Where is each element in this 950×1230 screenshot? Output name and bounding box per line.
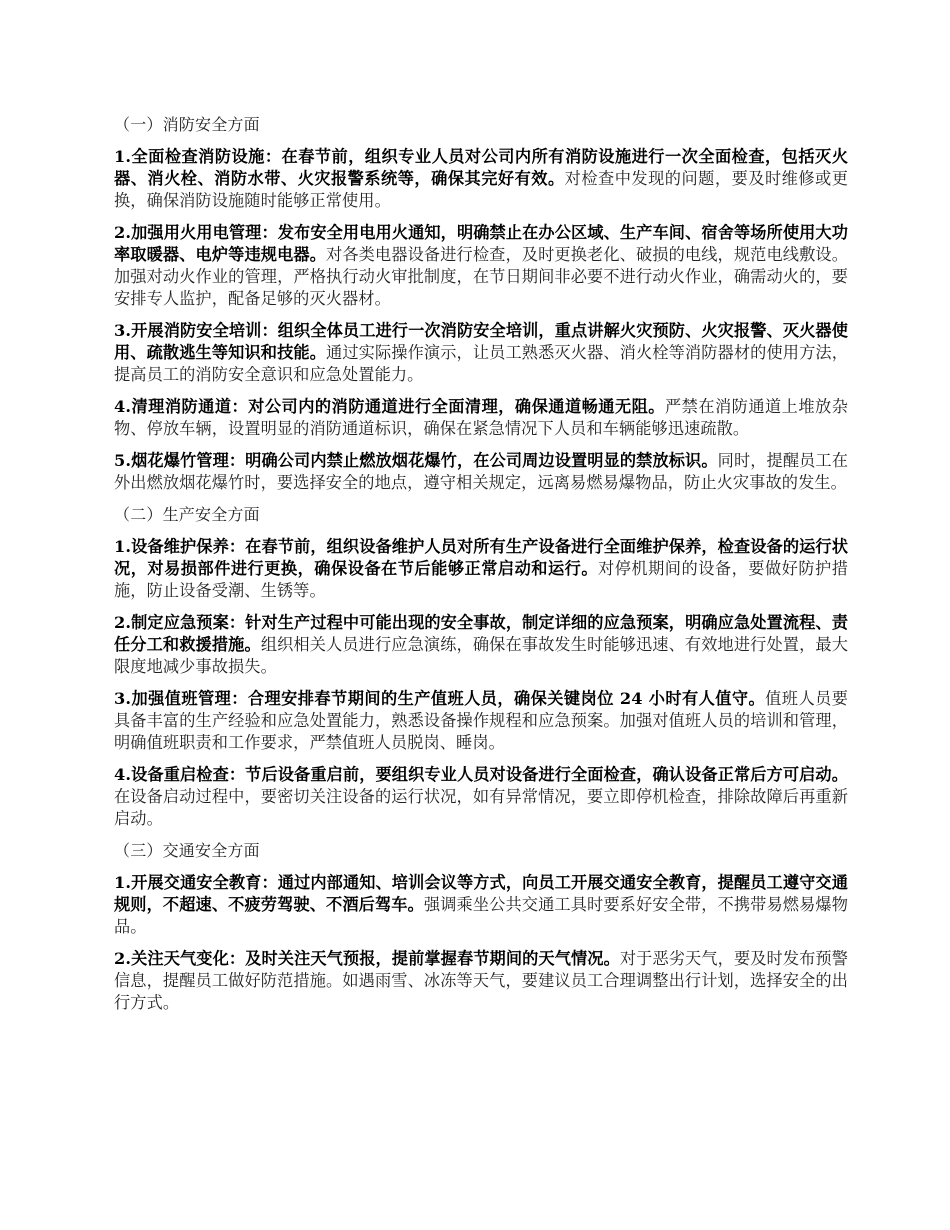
paragraph-body: 对于恶劣天气，要及时发布预警信息，提醒员工做好防范措施。如遇雨雪、冰冻等天气，要建议员工合理调整出行计划，选择安全的出行方式。 bbox=[114, 949, 848, 1012]
paragraph-lead: 2.加强用火用电管理：发布安全用电用火通知，明确禁止在办公区域、生产车间、宿舍等场所使用大功率取暖器、电炉等违规电器。 bbox=[114, 223, 848, 264]
paragraph-body: 值班人员要具备丰富的生产经验和应急处置能力，熟悉设备操作规程和应急预案。加强对值班人员的培训和管理，明确值班职责和工作要求，严禁值班人员脱岗、睡岗。 bbox=[114, 689, 848, 752]
paragraph-lead: 3.加强值班管理：合理安排春节期间的生产值班人员，确保关键岗位 24 小时有人值守。 bbox=[114, 689, 766, 708]
paragraph-lead: 4.清理消防通道：对公司内的消防通道进行全面清理，确保通道畅通无阻。 bbox=[114, 397, 665, 416]
paragraph bbox=[114, 222, 848, 310]
paragraph bbox=[114, 948, 848, 1014]
paragraph-lead: 3.开展消防安全培训：组织全体员工进行一次消防安全培训，重点讲解火灾预防、火灾报警、灭火器使用、疏散逃生等知识和技能。 bbox=[114, 321, 848, 362]
paragraph-lead: 2.制定应急预案：针对生产过程中可能出现的安全事故，制定详细的应急预案，明确应急处置流程、责任分工和救援措施。 bbox=[114, 613, 848, 654]
paragraph-body: 在设备启动过程中，要密切关注设备的运行状况，如有异常情况，要立即停机检查，排除故障后再重新启动。 bbox=[114, 787, 848, 828]
section-heading: （二）生产安全方面 bbox=[114, 505, 260, 524]
section-heading: （一）消防安全方面 bbox=[114, 115, 260, 134]
section-production-safety bbox=[114, 504, 848, 830]
paragraph bbox=[114, 450, 848, 494]
paragraph bbox=[114, 764, 848, 830]
paragraph-body: 对检查中发现的问题，要及时维修或更换，确保消防设施随时能够正常使用。 bbox=[114, 169, 848, 210]
paragraph bbox=[114, 320, 848, 386]
paragraph-body: 强调乘坐公共交通工具时要系好安全带，不携带易燃易爆物品。 bbox=[114, 895, 848, 936]
section-fire-safety bbox=[114, 114, 848, 494]
paragraph-body: 对各类电器设备进行检查，及时更换老化、破损的电线，规范电线敷设。加强对动火作业的管理，严格执行动火审批制度，在节日期间非必要不进行动火作业，确需动火的，要安排专人监护，配备足够的灭火器材。 bbox=[114, 245, 848, 308]
paragraph bbox=[114, 396, 848, 440]
paragraph bbox=[114, 146, 848, 212]
paragraph bbox=[114, 536, 848, 602]
paragraph-lead: 1.设备维护保养：在春节前，组织设备维护人员对所有生产设备进行全面维护保养，检查设备的运行状况，对易损部件进行更换，确保设备在节后能够正常启动和运行。 bbox=[114, 537, 848, 578]
paragraph-lead: 2.关注天气变化：及时关注天气预报，提前掌握春节期间的天气情况。 bbox=[114, 949, 620, 968]
paragraph-body: 对停机期间的设备，要做好防护措施，防止设备受潮、生锈等。 bbox=[114, 559, 849, 600]
paragraph-lead: 5.烟花爆竹管理：明确公司内禁止燃放烟花爆竹，在公司周边设置明显的禁放标识。 bbox=[114, 451, 718, 470]
document-page bbox=[114, 114, 848, 1024]
paragraph bbox=[114, 612, 848, 678]
paragraph bbox=[114, 872, 848, 938]
paragraph-body: 同时，提醒员工在外出燃放烟花爆竹时，要选择安全的地点，遵守相关规定，远离易燃易爆物品，防止火灾事故的发生。 bbox=[114, 451, 848, 492]
paragraph bbox=[114, 688, 848, 754]
paragraph-lead: 1.全面检查消防设施：在春节前，组织专业人员对公司内所有消防设施进行一次全面检查，包括灭火器、消火栓、消防水带、火灾报警系统等，确保其完好有效。 bbox=[114, 147, 848, 188]
section-traffic-safety bbox=[114, 840, 848, 1014]
paragraph-body: 通过实际操作演示，让员工熟悉灭火器、消火栓等消防器材的使用方法，提高员工的消防安全意识和应急处置能力。 bbox=[114, 343, 848, 384]
paragraph-body: 组织相关人员进行应急演练，确保在事故发生时能够迅速、有效地进行处置，最大限度地减少事故损失。 bbox=[114, 635, 848, 676]
paragraph-lead: 4.设备重启检查：节后设备重启前，要组织专业人员对设备进行全面检查，确认设备正常后方可启动。 bbox=[114, 765, 848, 784]
paragraph-lead: 1.开展交通安全教育：通过内部通知、培训会议等方式，向员工开展交通安全教育，提醒员工遵守交通规则，不超速、不疲劳驾驶、不酒后驾车。 bbox=[114, 873, 848, 914]
paragraph-body: 严禁在消防通道上堆放杂物、停放车辆，设置明显的消防通道标识，确保在紧急情况下人员和车辆能够迅速疏散。 bbox=[114, 397, 848, 438]
section-heading: （三）交通安全方面 bbox=[114, 841, 260, 860]
